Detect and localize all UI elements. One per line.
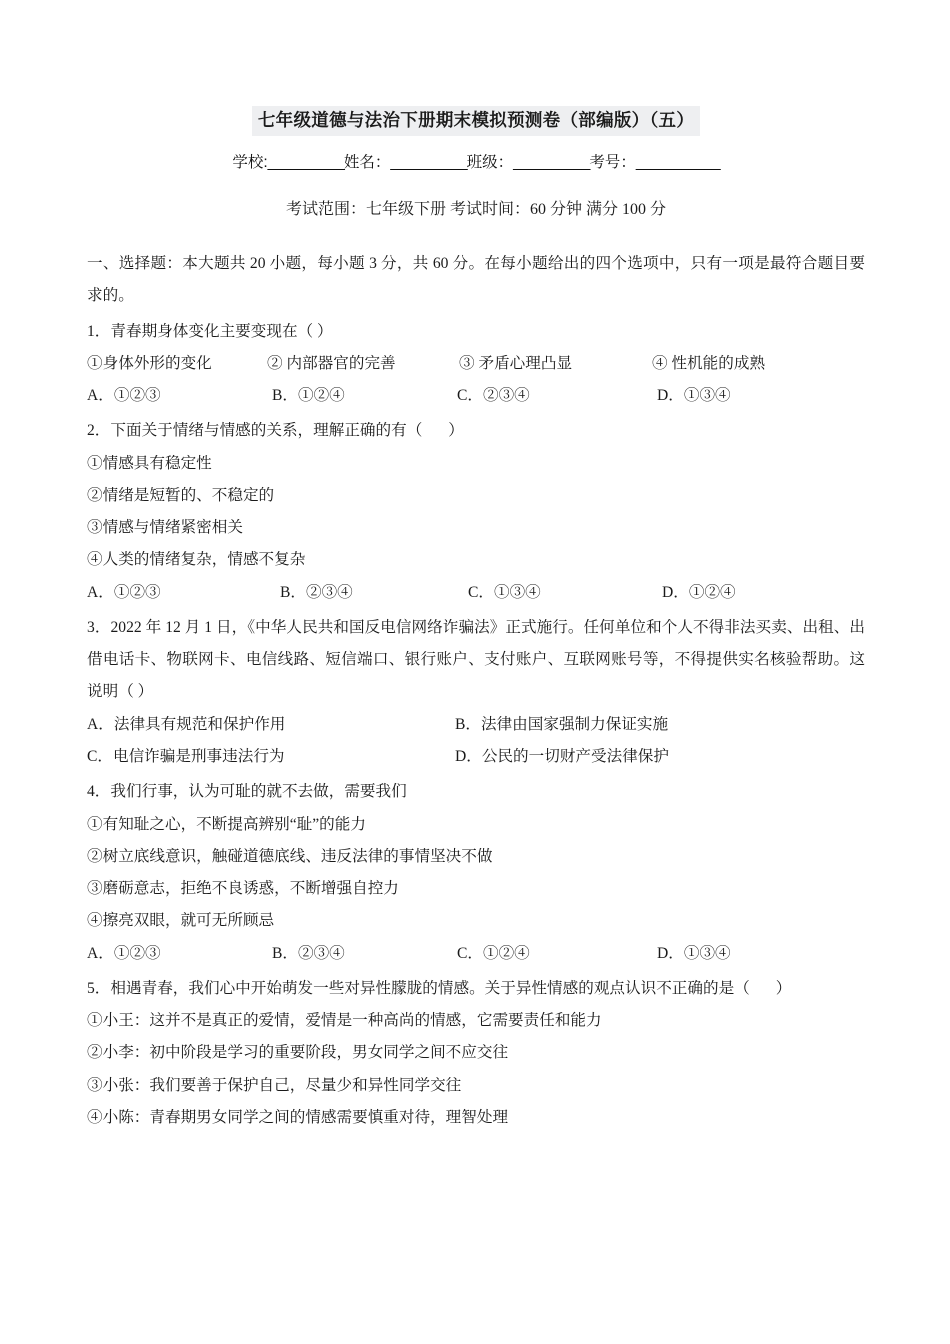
school-blank[interactable]: __________ [267,153,344,171]
question-4-stem [87,776,865,808]
question-4-option-a[interactable]: A．①②③ [87,944,161,962]
question-2-item-2: ②情绪是短暂的、不稳定的 [87,486,275,504]
question-5-stem [87,973,865,1005]
question-4-item-4: ④擦亮双眼，就可无所顾忌 [87,912,275,930]
question-5-text-end: ） [775,979,792,997]
school-label: 学校: [232,153,268,171]
question-1-option-a[interactable]: A．①②③ [87,387,161,405]
question-4-item-1: ①有知耻之心，不断提高辨别“耻”的能力 [87,815,366,833]
section-one-intro: 一、选择题：本大题共 20 小题，每小题 3 分，共 60 分。在每小题给出的四个选项中，只有一项是最符合题目要求的。 [87,255,865,305]
question-1-option-b[interactable]: B．①②④ [272,387,345,405]
title-container [87,0,865,136]
question-3-options-row-2 [87,741,865,773]
question-1-item-4: ④ 性机能的成熟 [652,354,766,372]
question-4-option-b[interactable]: B．②③④ [272,944,345,962]
question-2-option-d[interactable]: D．①②④ [662,583,736,601]
question-2-option-a[interactable]: A．①②③ [87,583,161,601]
question-1-options [87,380,865,412]
question-2-number: 2． [87,422,111,440]
question-2-item-3: ③情感与情绪紧密相关 [87,519,243,537]
question-2-option-b[interactable]: B．②③④ [280,583,353,601]
question-1-stem [87,316,865,348]
exam-meta-line: 考试范围：七年级下册 考试时间：60 分钟 满分 100 分 [285,201,666,218]
question-5-item-2: ②小李：初中阶段是学习的重要阶段，男女同学之间不应交往 [87,1044,509,1062]
question-2-stem [87,415,865,447]
question-2-option-c[interactable]: C．①③④ [468,583,541,601]
question-3-stem [87,612,865,709]
class-label: 班级： [466,153,514,171]
question-3-options-row-1 [87,709,865,741]
question-1-option-d[interactable]: D．①③④ [657,387,731,405]
question-3-option-c[interactable]: C．电信诈骗是刑事违法行为 [87,747,285,765]
exam-no-blank[interactable]: ___________ [635,153,720,171]
class-blank[interactable]: __________ [513,153,590,171]
page-title: 七年级道德与法治下册期末模拟预测卷（部编版）（五） [252,106,700,136]
question-4-item-3: ③磨砺意志，拒绝不良诱惑，不断增强自控力 [87,880,399,898]
question-2-text-end: ） [448,422,464,440]
question-1-option-c[interactable]: C．②③④ [457,387,530,405]
question-5-item-1: ①小王：这并不是真正的爱情，爱情是一种高尚的情感，它需要责任和能力 [87,1012,602,1030]
question-2-item-1: ①情感具有稳定性 [87,454,212,472]
question-2-text: 下面关于情绪与情感的关系，理解正确的有（ [110,422,423,440]
question-1-item-3: ③ 矛盾心理凸显 [459,354,573,372]
question-4-option-d[interactable]: D．①③④ [657,944,731,962]
question-3-text: 2022 年 12 月 1 日，《中华人民共和国反电信网络诈骗法》正式施行。任何单位和个人不得非法买卖、出租、出借电话卡、物联网卡、电信线路、短信端口、银行账户、支付账户、互联网账号等，不得提供实名核验帮助。这说明（ ） [87,618,865,701]
question-3-number: 3． [87,618,111,636]
question-3-option-a[interactable]: A．法律具有规范和保护作用 [87,715,286,733]
question-1-item-2: ② 内部器官的完善 [267,354,396,372]
question-5-text: 相遇青春，我们心中开始萌发一些对异性朦胧的情感。关于异性情感的观点认识不正确的是（ [110,979,750,997]
question-4-options [87,938,865,970]
question-1-number: 1． [87,322,111,340]
question-5-item-3: ③小张：我们要善于保护自己，尽量少和异性同学交往 [87,1076,462,1094]
question-5-item-4: ④小陈：青春期男女同学之间的情感需要慎重对待，理智处理 [87,1108,509,1126]
question-4-text: 我们行事，认为可耻的就不去做，需要我们 [110,783,407,801]
name-blank[interactable]: __________ [390,153,467,171]
question-3-option-d[interactable]: D．公民的一切财产受法律保护 [455,747,669,765]
question-4-option-c[interactable]: C．①②④ [457,944,530,962]
question-5-number: 5． [87,979,111,997]
question-3-option-b[interactable]: B．法律由国家强制力保证实施 [455,715,669,733]
exam-no-label: 考号： [589,153,636,171]
student-identity-line [87,151,865,174]
question-1-text: 青春期身体变化主要变现在（ ） [110,322,333,340]
question-2-options [87,577,865,609]
question-4-item-2: ②树立底线意识，触碰道德底线、违反法律的事情坚决不做 [87,847,493,865]
question-4-number: 4． [87,783,111,801]
question-2-item-4: ④人类的情绪复杂，情感不复杂 [87,551,306,569]
question-1-item-1: ①身体外形的变化 [87,354,212,372]
name-label: 姓名： [343,153,391,171]
question-1-items [87,348,865,380]
